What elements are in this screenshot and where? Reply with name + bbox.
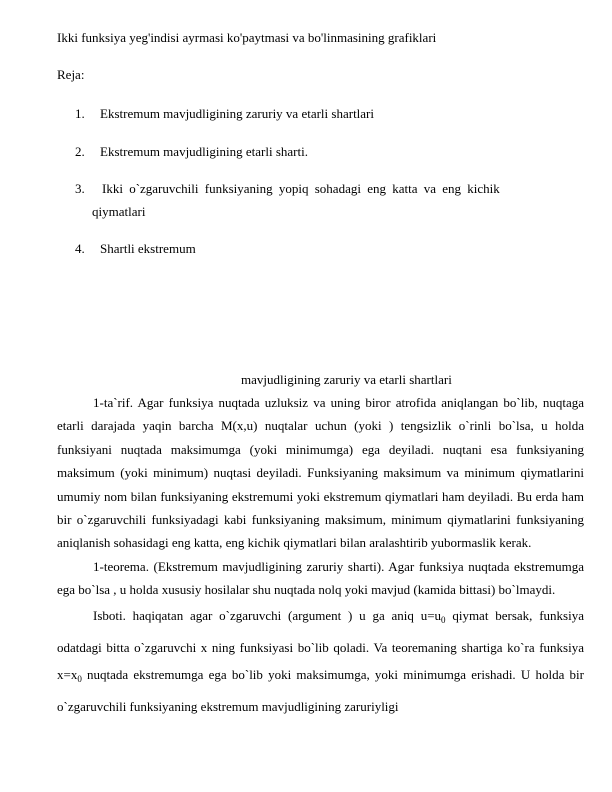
subscript: 0 bbox=[77, 673, 82, 684]
plan-item-text: Shartli ekstremum bbox=[100, 241, 196, 256]
proof-text: qiymat bersak, funksiya odatdagi bitta o`zgaruvchi x ning funksiyasi bo`lib qoladi. Va teoremaning shartiga ko`ra funksiya x=x bbox=[57, 607, 584, 682]
body-text bbox=[57, 391, 584, 720]
heading-blank-region bbox=[160, 372, 238, 386]
paragraph-definition: 1-ta`rif. Agar funksiya nuqtada uzluksiz va uning biror atrofida aniqlangan bo`lib, nuqtaga etarli darajada yaqin barcha M(x,u) nuqtalar uchun (yoki ) tengsizlik o`rinli bo`lsa, u holda funksiyani nuqtada maksimumga (yoki minimumga) ega deyiladi. nuqtani esa funksiyaning maksimum (yoki minimum) nuqtasi deyiladi. Funksiyaning maksimum va minimum qiymatlarini umumiy nom bilan funksiyaning ekstremumi yoki ekstremum qiymatlari ham deyiladi. Bu erda ham bir o`zgaruvchili funksiyadagi kabi funksiyaning maksimum, minimum qiymatlarini funksiyaning aniqlanish sohasidagi eng katta, eng kichik qiymatlari bilan aralashtirib yubormaslik kerak. bbox=[57, 395, 584, 551]
plan-item-text: Ekstremum mavjudligining zaruriy va etarli shartlari bbox=[100, 106, 375, 121]
subscript: 0 bbox=[441, 614, 446, 625]
paragraph-theorem: 1-teorema. (Ekstremum mavjudligining zaruriy sharti). Agar funksiya nuqtada ekstremumga ega bo`lsa , u holda xususiy hosilalar shu nuqtada nolq yoki mavjud (kamida bittasi) bo`lmaydi. bbox=[57, 558, 584, 598]
paragraph-proof bbox=[57, 602, 584, 720]
plan-item-number: 3. bbox=[75, 181, 85, 196]
plan-item-text: Ikki o`zgaruvchili funksiyaning yopiq sohadagi eng katta va eng kichik bbox=[102, 181, 500, 196]
plan-item-number: 1. bbox=[75, 106, 85, 121]
plan-item-number: 4. bbox=[75, 241, 85, 256]
section-heading: mavjudligining zaruriy va etarli shartlari bbox=[241, 372, 452, 387]
plan-item-text-continuation: qiymatlari bbox=[92, 204, 146, 219]
proof-text: Isboti. haqiqatan agar o`zgaruvchi (argument ) u ga aniq u=u bbox=[93, 607, 442, 623]
plan-label: Reja: bbox=[57, 67, 85, 82]
document-title: Ikki funksiya yeg'indisi ayrmasi ko'paytmasi va bo'linmasining grafiklari bbox=[57, 30, 437, 45]
plan-item-text: Ekstremum mavjudligining etarli sharti. bbox=[100, 144, 308, 159]
plan-item-number: 2. bbox=[75, 144, 85, 159]
proof-text: nuqtada ekstremumga ega bo`lib yoki maksimumga, yoki minimumga erishadi. U holda bir o`zgaruvchili funksiyaning ekstremum mavjudligining zaruriyligi bbox=[57, 666, 584, 714]
